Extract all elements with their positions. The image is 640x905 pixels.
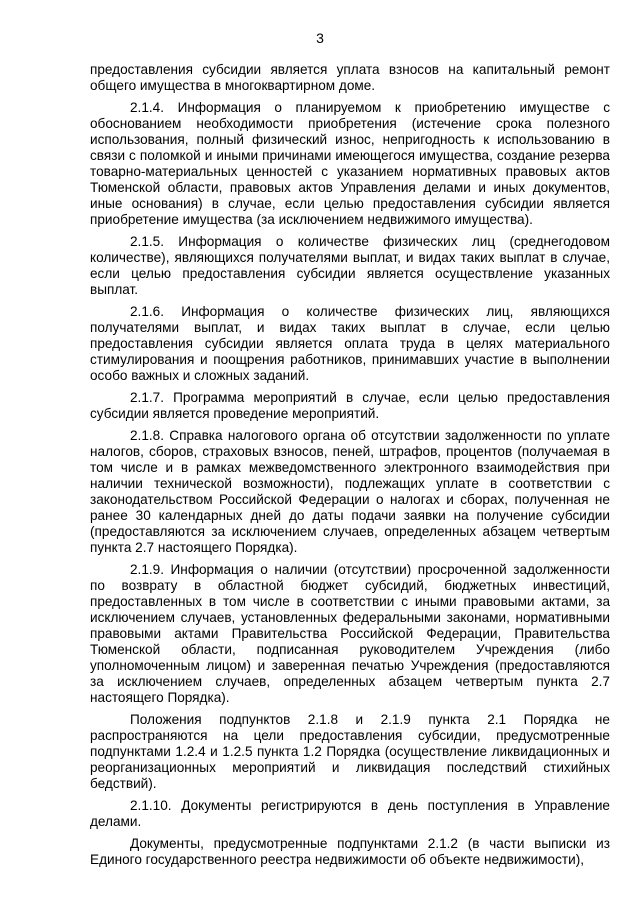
paragraph-2-1-7: 2.1.7. Программа мероприятий в случае, если целью предоставления субсидии является проведение мероприятий.: [90, 390, 610, 421]
paragraph-2-1-8: 2.1.8. Справка налогового органа об отсутствии задолженности по уплате налогов, сборов, страховых взносов, пеней, штрафов, процентов (получаемая в том числе и в рамках межведомственного электронного взаимодействия при наличии технической возможности), подлежащих уплате в соответствии с законодательством Российской Федерации о налогах и сборах, полученная не ранее 30 календарных дней до даты подачи заявки на получение субсидии (предоставляются за исключением случаев, определенных абзацем четвертым пункта 2.7 настоящего Порядка).: [90, 428, 610, 555]
page-number: 3: [316, 30, 324, 46]
paragraph-2-1-9: 2.1.9. Информация о наличии (отсутствии) просроченной задолженности по возврату в областной бюджет субсидий, бюджетных инвестиций, предоставленных в том числе в соответствии с иными правовыми актами, за исключением случаев, установленных федеральными законами, нормативными правовыми актами Правительства Российской Федерации, Правительства Тюменской области, подписанная руководителем Учреждения (либо уполномоченным лицом) и заверенная печатью Учреждения (предоставляются за исключением случаев, определенных абзацем четвертым пункта 2.7 настоящего Порядка).: [90, 562, 610, 705]
paragraph-2-1-4: 2.1.4. Информация о планируемом к приобретению имуществе с обоснованием необходимости приобретения (истечение срока полезного использования, полный физический износ, непригодность к использованию в связи с поломкой и иными причинами имеющегося имущества, создание резерва товарно-материальных ценностей с указанием нормативных правовых актов Тюменской области, правовых актов Управления делами и иных документов, иные основания) в случае, если целью предоставления субсидии является приобретение имущества (за исключением недвижимого имущества).: [90, 100, 610, 227]
paragraph-2-1-5: 2.1.5. Информация о количестве физических лиц (среднегодовом количестве), являющихся получателями выплат, и видах таких выплат в случае, если целью предоставления субсидии является осуществление указанных выплат.: [90, 234, 610, 297]
paragraph-exemptions: Положения подпунктов 2.1.8 и 2.1.9 пункта 2.1 Порядка не распространяются на цели предоставления субсидии, предусмотренные подпунктами 1.2.4 и 1.2.5 пункта 1.2 Порядка (осуществление ликвидационных и реорганизационных мероприятий и ликвидация последствий стихийных бедствий).: [90, 712, 610, 791]
paragraph-documents: Документы, предусмотренные подпунктами 2.1.2 (в части выписки из Единого государственного реестра недвижимости об объекте недвижимости),: [90, 836, 610, 867]
paragraph-continuation: предоставления субсидии является уплата взносов на капитальный ремонт общего имущества в многоквартирном доме.: [90, 62, 610, 93]
paragraph-2-1-6: 2.1.6. Информация о количестве физических лиц, являющихся получателями выплат, и видах таких выплат в случае, если целью предоставления субсидии является оплата труда в целях материального стимулирования и поощрения работников, принимавших участие в выполнении особо важных и сложных заданий.: [90, 304, 610, 383]
document-body: [90, 62, 610, 868]
paragraph-2-1-10: 2.1.10. Документы регистрируются в день поступления в Управление делами.: [90, 798, 610, 829]
